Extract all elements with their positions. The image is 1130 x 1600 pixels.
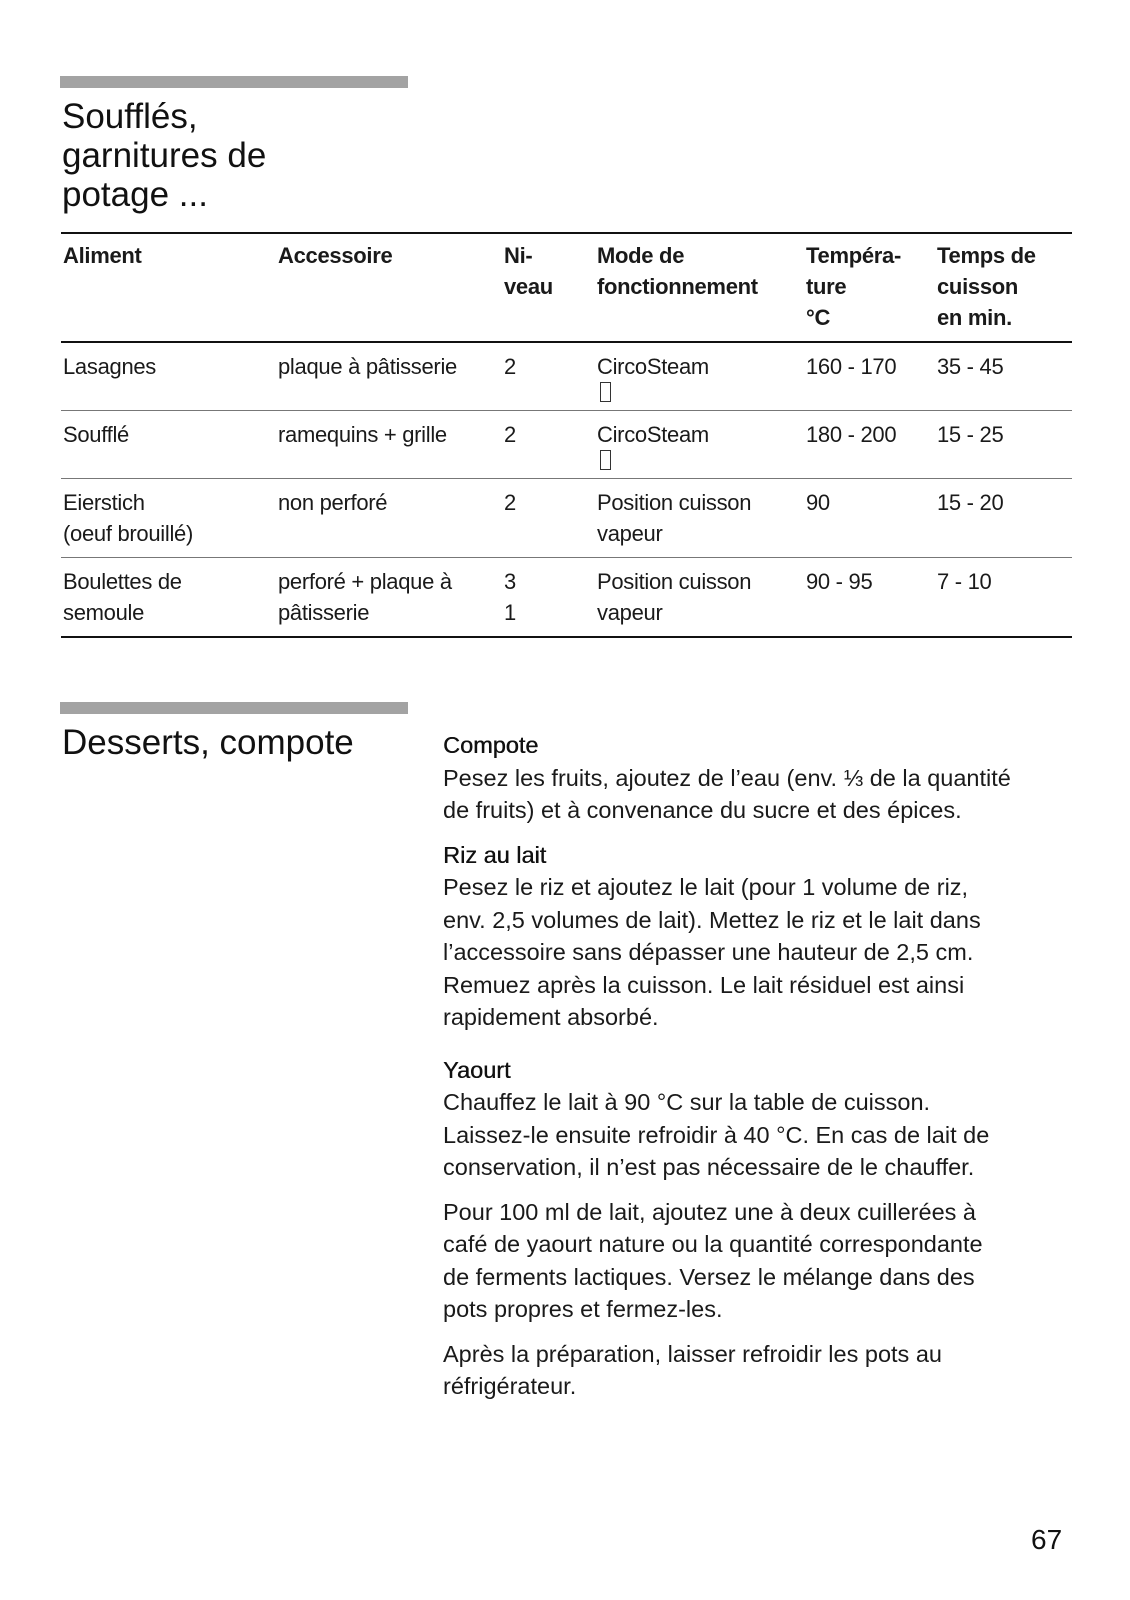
cooking-table bbox=[61, 232, 1072, 638]
title-line: Soufflés, bbox=[62, 97, 198, 136]
circosteam-icon bbox=[600, 450, 611, 470]
recipe-title: Compote bbox=[443, 732, 539, 758]
cell-temperature: 160 - 170 bbox=[806, 354, 897, 379]
header-aliment: Aliment bbox=[63, 243, 142, 268]
cell-mode: Position cuisson vapeur bbox=[597, 569, 752, 625]
cell-niveau: 3 1 bbox=[504, 569, 516, 625]
table-row bbox=[61, 342, 1072, 411]
header-mode: Mode de fonctionnement bbox=[597, 243, 758, 299]
cell-mode: CircoSteam bbox=[595, 342, 804, 411]
section-bar-desserts bbox=[60, 702, 408, 714]
recipe-title: Riz au lait bbox=[443, 841, 547, 868]
recipe-paragraph: Pesez les fruits, ajoutez de l’eau (env. ⅓ de la quantité de fruits) et à convenance du sucre et des épices. bbox=[443, 764, 1011, 823]
section-title-souffles bbox=[62, 97, 266, 214]
cell-aliment: Lasagnes bbox=[63, 354, 157, 379]
cell-accessoire: perforé + plaque à pâtisserie bbox=[278, 569, 452, 625]
table-header-row bbox=[61, 233, 1072, 342]
table-row bbox=[61, 558, 1072, 638]
header-temps: Temps de cuisson en min. bbox=[937, 243, 1036, 330]
cell-mode: Position cuisson vapeur bbox=[597, 490, 752, 546]
cell-temps: 7 - 10 bbox=[937, 569, 992, 594]
cell-accessoire: plaque à pâtisserie bbox=[278, 354, 457, 379]
recipe-compote bbox=[443, 729, 1073, 827]
cell-aliment: Eierstich (oeuf brouillé) bbox=[63, 490, 194, 546]
header-accessoire: Accessoire bbox=[278, 243, 393, 268]
recipe-paragraph: Chauffez le lait à 90 °C sur la table de cuisson. Laissez-le ensuite refroidir à 40 °C. En cas de lait de conservation, il n’est pas nécessaire de le chauffer. bbox=[443, 1089, 990, 1180]
recipe-riz-au-lait bbox=[443, 839, 1073, 1034]
recipe-paragraph: Pesez le riz et ajoutez le lait (pour 1 volume de riz, env. 2,5 volumes de lait). Mettez le riz et le lait dans l’accessoire sans dépasser une hauteur de 2,5 cm. Remuez après la cuisson. Le lait résiduel est ainsi rapidement absorbé. bbox=[443, 874, 981, 1030]
cell-niveau: 2 bbox=[504, 422, 516, 447]
title-line: garnitures de bbox=[62, 136, 267, 175]
cell-temps: 15 - 20 bbox=[937, 490, 1004, 515]
cell-accessoire: non perforé bbox=[278, 490, 388, 515]
circosteam-icon bbox=[600, 382, 611, 402]
cell-aliment: Soufflé bbox=[63, 422, 129, 447]
cell-niveau: 2 bbox=[504, 490, 516, 515]
recipes-column bbox=[443, 729, 1073, 1403]
cell-temps: 35 - 45 bbox=[937, 354, 1004, 379]
title-line: potage ... bbox=[62, 175, 208, 214]
table-row bbox=[61, 411, 1072, 479]
recipe-yaourt bbox=[443, 1054, 1073, 1403]
cell-temperature: 180 - 200 bbox=[806, 422, 897, 447]
cell-temps: 15 - 25 bbox=[937, 422, 1004, 447]
page-number: 67 bbox=[1031, 1524, 1063, 1555]
recipe-title: Yaourt bbox=[443, 1056, 511, 1083]
recipe-paragraph: Pour 100 ml de lait, ajoutez une à deux cuillerées à café de yaourt nature ou la quantité correspondante de ferments lactiques. Versez le mélange dans des pots propres et fermez-les. bbox=[443, 1198, 983, 1322]
section-bar-souffles bbox=[60, 76, 408, 88]
cell-accessoire: ramequins + grille bbox=[278, 422, 447, 447]
cell-niveau: 2 bbox=[504, 354, 516, 379]
table-row bbox=[61, 479, 1072, 558]
header-niveau: Ni- veau bbox=[504, 243, 553, 299]
cell-mode: CircoSteam bbox=[595, 411, 804, 479]
recipe-paragraph: Après la préparation, laisser refroidir les pots au réfrigérateur. bbox=[443, 1340, 942, 1399]
cell-temperature: 90 bbox=[806, 490, 830, 515]
cell-aliment: Boulettes de semoule bbox=[63, 569, 182, 625]
header-temperature: Tempéra- ture °C bbox=[806, 243, 901, 330]
section-title-desserts: Desserts, compote bbox=[62, 723, 354, 762]
cell-temperature: 90 - 95 bbox=[806, 569, 873, 594]
